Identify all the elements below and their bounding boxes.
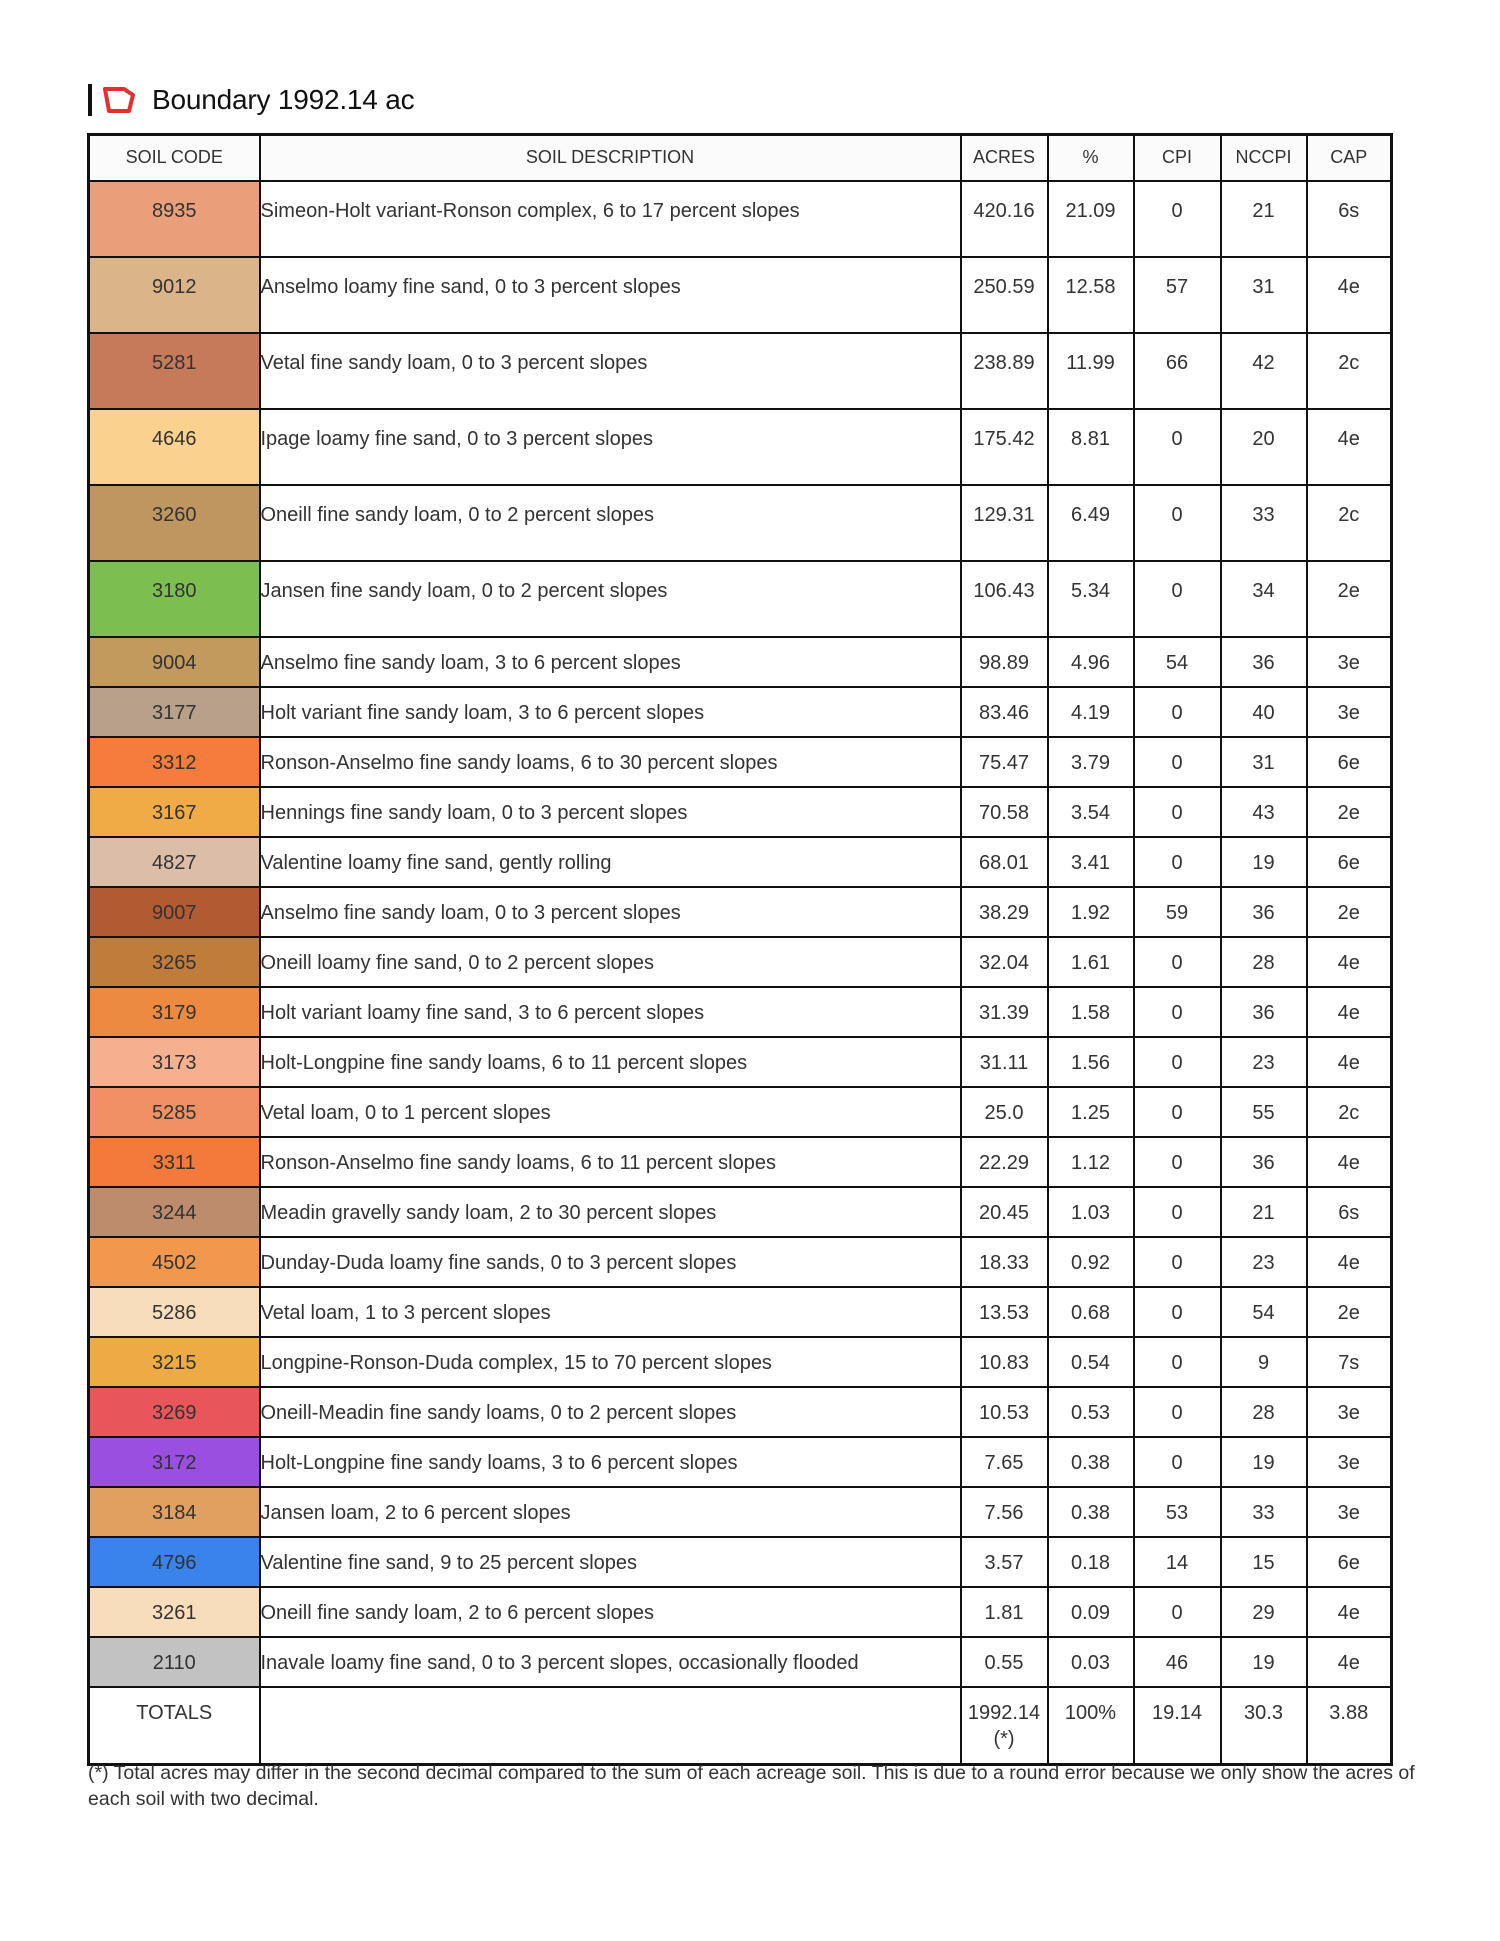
cpi-cell: 0 — [1134, 1237, 1221, 1287]
nccpi-cell: 23 — [1221, 1037, 1307, 1087]
cap-cell: 6s — [1307, 1187, 1392, 1237]
nccpi-cell: 31 — [1221, 737, 1307, 787]
soil-description-cell: Longpine-Ronson-Duda complex, 15 to 70 percent slopes — [260, 1337, 961, 1387]
page-header — [88, 80, 414, 120]
table-row — [89, 687, 1392, 737]
table-row — [89, 1587, 1392, 1637]
nccpi-cell: 42 — [1221, 333, 1307, 409]
acres-cell: 31.39 — [961, 987, 1048, 1037]
soil-description-cell: Oneill fine sandy loam, 0 to 2 percent slopes — [260, 485, 961, 561]
percent-cell: 0.54 — [1048, 1337, 1134, 1387]
soil-code-cell: 3167 — [89, 787, 260, 837]
totals-label: TOTALS — [89, 1687, 260, 1765]
cpi-cell: 0 — [1134, 987, 1221, 1037]
column-header-soil-description: SOIL DESCRIPTION — [260, 135, 961, 181]
percent-cell: 8.81 — [1048, 409, 1134, 485]
nccpi-cell: 55 — [1221, 1087, 1307, 1137]
nccpi-cell: 19 — [1221, 1637, 1307, 1687]
table-row — [89, 1037, 1392, 1087]
cap-cell: 4e — [1307, 1037, 1392, 1087]
percent-cell: 1.58 — [1048, 987, 1134, 1037]
cap-cell: 6e — [1307, 837, 1392, 887]
cap-cell: 6s — [1307, 181, 1392, 257]
soil-description-cell: Ronson-Anselmo fine sandy loams, 6 to 30 percent slopes — [260, 737, 961, 787]
soil-description-cell: Holt-Longpine fine sandy loams, 6 to 11 percent slopes — [260, 1037, 961, 1087]
percent-cell: 1.25 — [1048, 1087, 1134, 1137]
acres-cell: 7.56 — [961, 1487, 1048, 1537]
percent-cell: 0.92 — [1048, 1237, 1134, 1287]
nccpi-cell: 19 — [1221, 837, 1307, 887]
cpi-cell: 0 — [1134, 737, 1221, 787]
soil-table — [87, 133, 1393, 1766]
cpi-cell: 0 — [1134, 1137, 1221, 1187]
cpi-cell: 0 — [1134, 787, 1221, 837]
cpi-cell: 0 — [1134, 1187, 1221, 1237]
table-row — [89, 787, 1392, 837]
cpi-cell: 0 — [1134, 1087, 1221, 1137]
cpi-cell: 0 — [1134, 561, 1221, 637]
acres-cell: 18.33 — [961, 1237, 1048, 1287]
soil-description-cell: Vetal loam, 1 to 3 percent slopes — [260, 1287, 961, 1337]
cap-cell: 4e — [1307, 987, 1392, 1037]
percent-cell: 3.41 — [1048, 837, 1134, 887]
soil-code-cell: 3312 — [89, 737, 260, 787]
soil-description-cell: Holt variant fine sandy loam, 3 to 6 percent slopes — [260, 687, 961, 737]
soil-description-cell: Valentine fine sand, 9 to 25 percent slopes — [260, 1537, 961, 1587]
cap-cell: 2e — [1307, 787, 1392, 837]
percent-cell: 3.54 — [1048, 787, 1134, 837]
soil-code-cell: 2110 — [89, 1637, 260, 1687]
cap-cell: 4e — [1307, 1137, 1392, 1187]
soil-code-cell: 3265 — [89, 937, 260, 987]
table-row — [89, 1237, 1392, 1287]
cpi-cell: 53 — [1134, 1487, 1221, 1537]
cap-cell: 2c — [1307, 1087, 1392, 1137]
soil-code-cell: 3173 — [89, 1037, 260, 1087]
table-row — [89, 1387, 1392, 1437]
soil-description-cell: Oneill-Meadin fine sandy loams, 0 to 2 percent slopes — [260, 1387, 961, 1437]
soil-code-cell: 9004 — [89, 637, 260, 687]
nccpi-cell: 28 — [1221, 937, 1307, 987]
acres-cell: 0.55 — [961, 1637, 1048, 1687]
table-row — [89, 485, 1392, 561]
nccpi-cell: 21 — [1221, 181, 1307, 257]
acres-cell: 22.29 — [961, 1137, 1048, 1187]
cap-cell: 4e — [1307, 1637, 1392, 1687]
nccpi-cell: 40 — [1221, 687, 1307, 737]
column-header-cpi: CPI — [1134, 135, 1221, 181]
cap-cell: 4e — [1307, 1237, 1392, 1287]
soil-description-cell: Meadin gravelly sandy loam, 2 to 30 percent slopes — [260, 1187, 961, 1237]
cpi-cell: 0 — [1134, 1387, 1221, 1437]
acres-cell: 68.01 — [961, 837, 1048, 887]
cpi-cell: 0 — [1134, 837, 1221, 887]
table-row — [89, 333, 1392, 409]
soil-code-cell: 3179 — [89, 987, 260, 1037]
column-header-cap: CAP — [1307, 135, 1392, 181]
totals-percent: 100% — [1048, 1687, 1134, 1765]
soil-description-cell: Anselmo loamy fine sand, 0 to 3 percent slopes — [260, 257, 961, 333]
soil-description-cell: Ronson-Anselmo fine sandy loams, 6 to 11 percent slopes — [260, 1137, 961, 1187]
table-row — [89, 887, 1392, 937]
soil-description-cell: Dunday-Duda loamy fine sands, 0 to 3 percent slopes — [260, 1237, 961, 1287]
soil-code-cell: 3260 — [89, 485, 260, 561]
acres-cell: 1.81 — [961, 1587, 1048, 1637]
acres-cell: 3.57 — [961, 1537, 1048, 1587]
soil-code-cell: 3180 — [89, 561, 260, 637]
soil-code-cell: 3215 — [89, 1337, 260, 1387]
soil-description-cell: Hennings fine sandy loam, 0 to 3 percent slopes — [260, 787, 961, 837]
soil-description-cell: Ipage loamy fine sand, 0 to 3 percent slopes — [260, 409, 961, 485]
cap-cell: 3e — [1307, 1387, 1392, 1437]
percent-cell: 1.12 — [1048, 1137, 1134, 1187]
acres-cell: 10.83 — [961, 1337, 1048, 1387]
footnote: (*) Total acres may differ in the second decimal compared to the sum of each acreage soil. This is due to a round error because we only show the acres of each soil with two decimal. — [88, 1762, 1415, 1810]
percent-cell: 1.61 — [1048, 937, 1134, 987]
cap-cell: 4e — [1307, 409, 1392, 485]
acres-cell: 32.04 — [961, 937, 1048, 987]
nccpi-cell: 34 — [1221, 561, 1307, 637]
cap-cell: 2c — [1307, 485, 1392, 561]
cap-cell: 7s — [1307, 1337, 1392, 1387]
column-header-soil-code: SOIL CODE — [89, 135, 260, 181]
cpi-cell: 0 — [1134, 687, 1221, 737]
nccpi-cell: 36 — [1221, 637, 1307, 687]
column-header-nccpi: NCCPI — [1221, 135, 1307, 181]
acres-cell: 175.42 — [961, 409, 1048, 485]
soil-code-cell: 4827 — [89, 837, 260, 887]
table-row — [89, 737, 1392, 787]
cap-cell: 3e — [1307, 637, 1392, 687]
nccpi-cell: 43 — [1221, 787, 1307, 837]
cap-cell: 3e — [1307, 687, 1392, 737]
cpi-cell: 0 — [1134, 1037, 1221, 1087]
table-row — [89, 1137, 1392, 1187]
table-row — [89, 1637, 1392, 1687]
cpi-cell: 54 — [1134, 637, 1221, 687]
cap-cell: 4e — [1307, 257, 1392, 333]
cpi-cell: 46 — [1134, 1637, 1221, 1687]
acres-cell: 13.53 — [961, 1287, 1048, 1337]
percent-cell: 0.09 — [1048, 1587, 1134, 1637]
cap-cell: 2c — [1307, 333, 1392, 409]
soil-code-cell: 3184 — [89, 1487, 260, 1537]
soil-code-cell: 3177 — [89, 687, 260, 737]
column-header-percent: % — [1048, 135, 1134, 181]
soil-description-cell: Holt-Longpine fine sandy loams, 3 to 6 percent slopes — [260, 1437, 961, 1487]
soil-description-cell: Anselmo fine sandy loam, 3 to 6 percent slopes — [260, 637, 961, 687]
table-row — [89, 1537, 1392, 1587]
nccpi-cell: 36 — [1221, 1137, 1307, 1187]
percent-cell: 0.53 — [1048, 1387, 1134, 1437]
nccpi-cell: 23 — [1221, 1237, 1307, 1287]
soil-description-cell: Inavale loamy fine sand, 0 to 3 percent slopes, occasionally flooded — [260, 1637, 961, 1687]
nccpi-cell: 15 — [1221, 1537, 1307, 1587]
cpi-cell: 57 — [1134, 257, 1221, 333]
table-row — [89, 1487, 1392, 1537]
soil-description-cell: Simeon-Holt variant-Ronson complex, 6 to 17 percent slopes — [260, 181, 961, 257]
nccpi-cell: 21 — [1221, 1187, 1307, 1237]
cpi-cell: 0 — [1134, 1337, 1221, 1387]
boundary-icon — [102, 85, 136, 115]
nccpi-cell: 33 — [1221, 485, 1307, 561]
soil-code-cell: 3261 — [89, 1587, 260, 1637]
cpi-cell: 14 — [1134, 1537, 1221, 1587]
cap-cell: 4e — [1307, 937, 1392, 987]
acres-cell: 25.0 — [961, 1087, 1048, 1137]
acres-cell: 7.65 — [961, 1437, 1048, 1487]
acres-cell: 83.46 — [961, 687, 1048, 737]
nccpi-cell: 9 — [1221, 1337, 1307, 1387]
soil-code-cell: 9012 — [89, 257, 260, 333]
soil-code-cell: 5285 — [89, 1087, 260, 1137]
table-row — [89, 1437, 1392, 1487]
soil-description-cell: Oneill fine sandy loam, 2 to 6 percent slopes — [260, 1587, 961, 1637]
acres-cell: 420.16 — [961, 181, 1048, 257]
percent-cell: 0.38 — [1048, 1437, 1134, 1487]
totals-acres: 1992.14(*) — [961, 1687, 1048, 1765]
acres-cell: 38.29 — [961, 887, 1048, 937]
soil-code-cell: 3244 — [89, 1187, 260, 1237]
acres-cell: 75.47 — [961, 737, 1048, 787]
soil-description-cell: Vetal loam, 0 to 1 percent slopes — [260, 1087, 961, 1137]
percent-cell: 4.19 — [1048, 687, 1134, 737]
soil-code-cell: 4796 — [89, 1537, 260, 1587]
column-header-acres: ACRES — [961, 135, 1048, 181]
percent-cell: 0.68 — [1048, 1287, 1134, 1337]
percent-cell: 0.03 — [1048, 1637, 1134, 1687]
cpi-cell: 66 — [1134, 333, 1221, 409]
soil-description-cell: Oneill loamy fine sand, 0 to 2 percent slopes — [260, 937, 961, 987]
acres-cell: 129.31 — [961, 485, 1048, 561]
cap-cell: 2e — [1307, 887, 1392, 937]
table-row — [89, 1187, 1392, 1237]
cpi-cell: 0 — [1134, 1587, 1221, 1637]
percent-cell: 1.56 — [1048, 1037, 1134, 1087]
totals-cpi: 19.14 — [1134, 1687, 1221, 1765]
soil-code-cell: 5281 — [89, 333, 260, 409]
percent-cell: 4.96 — [1048, 637, 1134, 687]
soil-description-cell: Jansen loam, 2 to 6 percent slopes — [260, 1487, 961, 1537]
table-row — [89, 1337, 1392, 1387]
table-row — [89, 181, 1392, 257]
table-row — [89, 257, 1392, 333]
totals-row — [89, 1687, 1392, 1765]
table-row — [89, 637, 1392, 687]
table-row — [89, 1287, 1392, 1337]
acres-cell: 20.45 — [961, 1187, 1048, 1237]
cpi-cell: 0 — [1134, 485, 1221, 561]
soil-code-cell: 3311 — [89, 1137, 260, 1187]
percent-cell: 6.49 — [1048, 485, 1134, 561]
soil-code-cell: 8935 — [89, 181, 260, 257]
totals-cap: 3.88 — [1307, 1687, 1392, 1765]
totals-nccpi: 30.3 — [1221, 1687, 1307, 1765]
acres-cell: 106.43 — [961, 561, 1048, 637]
cap-cell: 2e — [1307, 1287, 1392, 1337]
nccpi-cell: 33 — [1221, 1487, 1307, 1537]
acres-cell: 10.53 — [961, 1387, 1048, 1437]
cpi-cell: 0 — [1134, 937, 1221, 987]
percent-cell: 3.79 — [1048, 737, 1134, 787]
soil-code-cell: 4646 — [89, 409, 260, 485]
cap-cell: 6e — [1307, 737, 1392, 787]
acres-cell: 250.59 — [961, 257, 1048, 333]
cap-cell: 3e — [1307, 1437, 1392, 1487]
nccpi-cell: 29 — [1221, 1587, 1307, 1637]
percent-cell: 1.03 — [1048, 1187, 1134, 1237]
percent-cell: 1.92 — [1048, 887, 1134, 937]
soil-description-cell: Anselmo fine sandy loam, 0 to 3 percent slopes — [260, 887, 961, 937]
table-row — [89, 837, 1392, 887]
soil-code-cell: 3172 — [89, 1437, 260, 1487]
percent-cell: 21.09 — [1048, 181, 1134, 257]
percent-cell: 0.18 — [1048, 1537, 1134, 1587]
soil-code-cell: 4502 — [89, 1237, 260, 1287]
soil-description-cell: Vetal fine sandy loam, 0 to 3 percent slopes — [260, 333, 961, 409]
nccpi-cell: 54 — [1221, 1287, 1307, 1337]
percent-cell: 5.34 — [1048, 561, 1134, 637]
soil-code-cell: 5286 — [89, 1287, 260, 1337]
table-row — [89, 409, 1392, 485]
header-divider — [88, 84, 92, 116]
nccpi-cell: 36 — [1221, 887, 1307, 937]
acres-cell: 70.58 — [961, 787, 1048, 837]
cpi-cell: 0 — [1134, 409, 1221, 485]
table-row — [89, 1087, 1392, 1137]
acres-cell: 238.89 — [961, 333, 1048, 409]
soil-code-cell: 3269 — [89, 1387, 260, 1437]
table-row — [89, 987, 1392, 1037]
cap-cell: 6e — [1307, 1537, 1392, 1587]
page-title: Boundary 1992.14 ac — [152, 84, 415, 115]
cap-cell: 4e — [1307, 1587, 1392, 1637]
soil-code-cell: 9007 — [89, 887, 260, 937]
nccpi-cell: 28 — [1221, 1387, 1307, 1437]
table-header-row — [89, 135, 1392, 181]
percent-cell: 0.38 — [1048, 1487, 1134, 1537]
table-row — [89, 561, 1392, 637]
soil-description-cell: Valentine loamy fine sand, gently rolling — [260, 837, 961, 887]
cap-cell: 2e — [1307, 561, 1392, 637]
acres-cell: 98.89 — [961, 637, 1048, 687]
soil-description-cell: Holt variant loamy fine sand, 3 to 6 percent slopes — [260, 987, 961, 1037]
nccpi-cell: 31 — [1221, 257, 1307, 333]
percent-cell: 12.58 — [1048, 257, 1134, 333]
cpi-cell: 59 — [1134, 887, 1221, 937]
nccpi-cell: 19 — [1221, 1437, 1307, 1487]
nccpi-cell: 20 — [1221, 409, 1307, 485]
table-row — [89, 937, 1392, 987]
cpi-cell: 0 — [1134, 181, 1221, 257]
totals-description — [260, 1687, 961, 1765]
cpi-cell: 0 — [1134, 1437, 1221, 1487]
percent-cell: 11.99 — [1048, 333, 1134, 409]
cpi-cell: 0 — [1134, 1287, 1221, 1337]
table-body — [89, 181, 1392, 1687]
acres-cell: 31.11 — [961, 1037, 1048, 1087]
cap-cell: 3e — [1307, 1487, 1392, 1537]
nccpi-cell: 36 — [1221, 987, 1307, 1037]
soil-description-cell: Jansen fine sandy loam, 0 to 2 percent slopes — [260, 561, 961, 637]
